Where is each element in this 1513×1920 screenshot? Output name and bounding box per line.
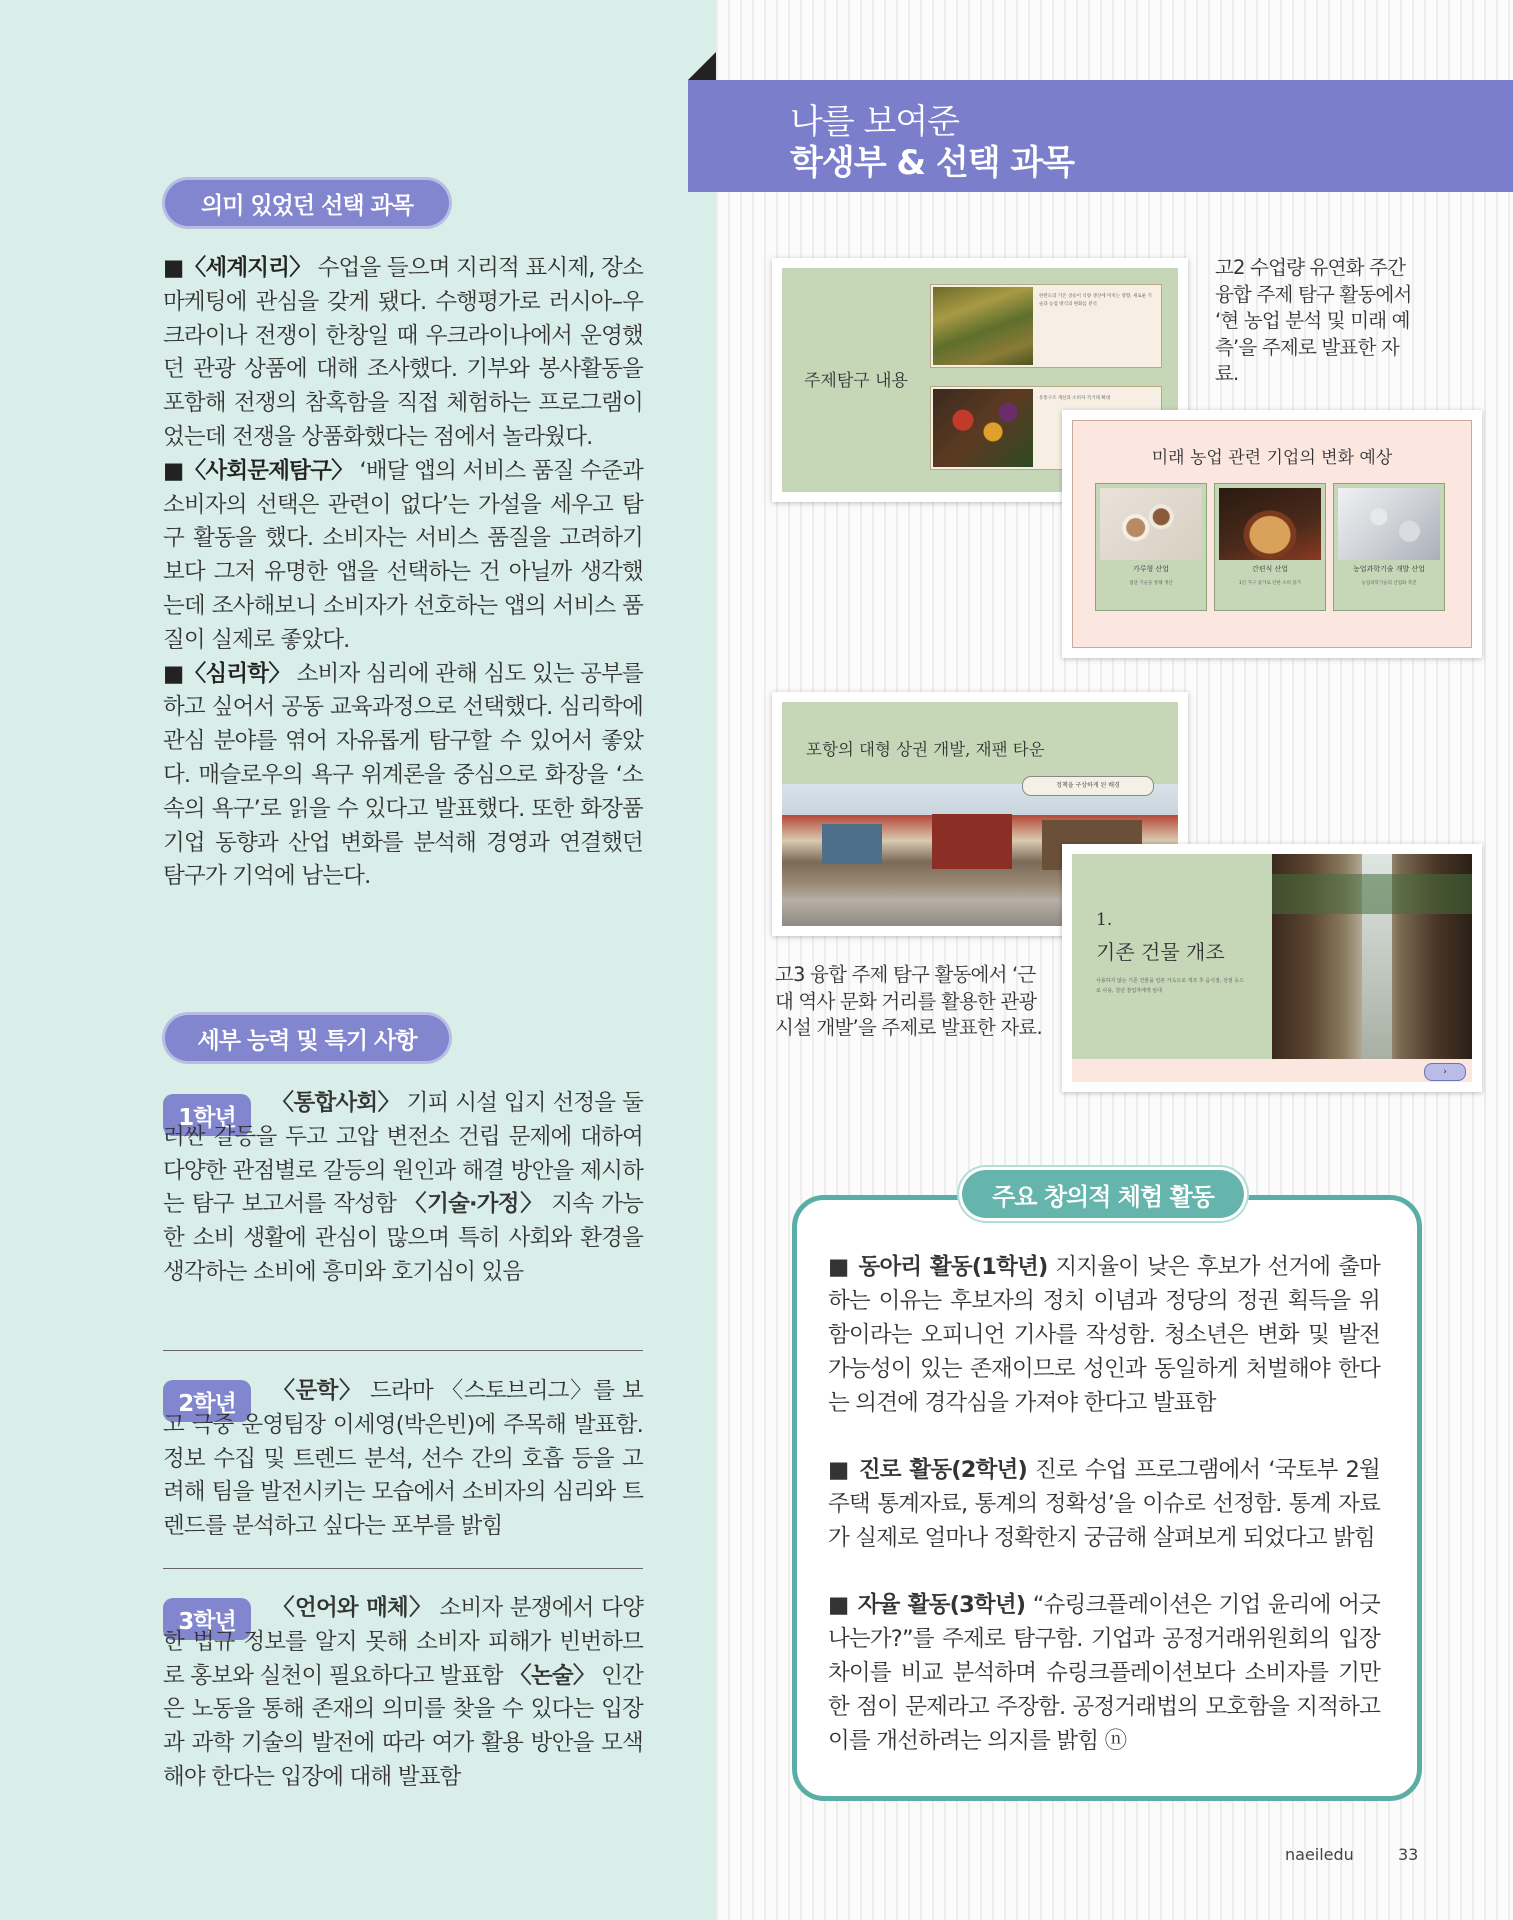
grade-badge-2: 2학년: [163, 1380, 251, 1422]
elective-paragraph: ■〈사회문제탐구〉 ‘배달 앱의 서비스 품질 수준과 소비자의 선택은 관련이 없다’는 가설을 세우고 탐구 활동을 했다. 소비자는 서비스 품질을 고려하기보다 그저 유명한 앱을 선택하는 건 아닐까 생각했는데 조사해보니 소비자가 선호하는 앱의 서비스 품질이 실제로 좋았다.: [163, 457, 643, 653]
grade-3-text: 〈언어와 매체〉 소비자 분쟁에서 다양한 법규 정보를 알지 못해 소비자 피해가 빈번하므로 홍보와 실천이 필요하다고 발표함 〈논술〉 인간은 노동을 통해 존재의 의미를 찾을 수 있다는 입장과 과학 기술의 발전에 따라 여가 활용 방안을 모색해야 한다는 입장에 대해 발표함: [163, 1595, 643, 1790]
header-title: 학생부 & 선택 과목: [790, 143, 1075, 183]
slide-card: 가루형 산업 첨단 기술을 통해 생산: [1095, 483, 1207, 611]
header-band: [688, 80, 1513, 192]
elective-paragraph: ■〈세계지리〉 수업을 들으며 지리적 표시제, 장소 마케팅에 관심을 갖게 됐다. 수행평가로 러시아–우크라이나 전쟁이 한창일 때 우크라이나에서 운영했던 관광 상품에 대해 조사했다. 기부와 봉사활동을 포함해 전쟁의 참혹함을 직접 체험하는 프로그램이었는데 전쟁을 상품화했다는 점에서 놀라웠다.: [163, 255, 643, 450]
slide-panel: 1. 기존 건물 개조 사용하지 않는 기존 건물을 일본 가옥으로 개조 후 음식점, 상점 등으로 사용, 청년 창업자에게 임대: [1072, 854, 1272, 1059]
slide-heading: 기존 건물 개조: [1096, 940, 1225, 964]
grade-1-text: 〈통합사회〉 기피 시설 입지 선정을 둘러싼 갈등을 두고 고압 변전소 건립 문제에 대하여 다양한 관점별로 갈등의 원인과 해결 방안을 제시하는 탐구 보고서를 작성함 〈기술·가정〉 지속 가능한 소비 생활에 관심이 많으며 특히 사회와 환경을 생각하는 소비에 흥미와 호기심이 있음: [163, 1090, 643, 1285]
elective-paragraph: ■〈심리학〉 소비자 심리에 관해 심도 있는 공부를 하고 싶어서 공동 교육과정으로 선택했다. 심리학에 관심 분야를 엮어 자유롭게 탐구할 수 있어서 좋았다. 매슬로우의 욕구 위계론을 중심으로 화장을 ‘소속의 욕구’로 읽을 수 있다고 발표했다. 또한 화장품 기업 동향과 산업 변화를 분석해 경영과 연결했던 탐구가 기억에 남는다.: [163, 660, 643, 890]
slide-note-text: 한반도의 기온 상승이 식량 생산에 미치는 영향, 새로운 기술과 농업 방식의 변화를 분석: [1039, 294, 1152, 307]
subject-label: 〈심리학〉: [183, 660, 291, 687]
section-title-electives: 의미 있었던 선택 과목: [165, 180, 449, 226]
slide-card: 간편식 산업 1인 가구 증가로 인한 소비 증가: [1214, 483, 1326, 611]
lab-photo: [1338, 488, 1440, 560]
activities-title: 주요 창의적 체험 활동: [962, 1170, 1244, 1218]
activity-autonomous: ■ 자율 활동(3학년) “슈링크플레이션은 기업 윤리에 어긋나는가?”를 주제로 탐구함. 기업과 공정거래위원회의 입장 차이를 비교 분석하며 슈링크플레이션보다 소비자를 기만한 점이 문제라고 주장함. 공정거래법의 모호함을 지적하고 이를 개선하려는 의지를 밝힘 ⓝ: [828, 1592, 1380, 1754]
slide-future-agri: [1062, 410, 1482, 658]
next-arrow-icon: ›: [1424, 1063, 1466, 1081]
powder-photo: [1100, 488, 1202, 560]
rice-photo: [933, 287, 1033, 365]
slide-heading: 포항의 대형 상권 개발, 재팬 타운: [806, 740, 1045, 759]
activity-career: ■ 진로 활동(2학년) 진로 수업 프로그램에서 ‘국토부 2월 주택 통계자료, 통계의 정확성’을 이슈로 선정함. 통계 자료가 실제로 얼마나 정확한지 궁금해 살펴보게 되었다고 밝힘: [828, 1457, 1380, 1551]
divider: [163, 1350, 643, 1351]
slide-note-card: [930, 284, 1162, 368]
subject-label: 〈세계지리〉: [183, 255, 312, 281]
slide-body: [1072, 420, 1472, 648]
header-subtitle: 나를 보여준: [790, 102, 960, 142]
end-mark-icon: ⓝ: [1104, 1728, 1127, 1754]
grade-badge-3: 3학년: [163, 1598, 251, 1640]
caption-grade2: 고2 수업량 유연화 주간 융합 주제 탐구 활동에서 ‘현 농업 분석 및 미래 예측’을 주제로 발표한 자료.: [1215, 256, 1412, 385]
slide-heading: 주제탐구 내용: [804, 371, 908, 391]
meal-photo: [1219, 488, 1321, 560]
slide-heading: 미래 농업 관련 기업의 변화 예상: [1151, 448, 1393, 468]
divider: [163, 1568, 643, 1569]
slide-tag: 정책을 구상하게 된 배경: [1022, 776, 1154, 796]
grade-badge-1: 1학년: [163, 1094, 251, 1136]
slide-body: [1072, 854, 1472, 1082]
caption-grade3: 고3 융합 주제 탐구 활동에서 ‘근대 역사 문화 거리를 활용한 관광 시설 개발’을 주제로 발표한 자료.: [775, 963, 1042, 1039]
subject-label: 〈사회문제탐구〉: [183, 457, 353, 484]
vegetables-photo: [933, 389, 1033, 467]
grade-2-text: 〈문학〉 드라마 〈스토브리그〉를 보고 극중 운영팀장 이세영(박은빈)에 주목해 발표함. 정보 수집 및 트렌드 분석, 선수 간의 호흡 등을 고려해 팀을 발전시키는 모습에서 소비자의 심리와 트렌드를 분석하고 싶다는 포부를 밝힘: [163, 1378, 643, 1540]
activity-club: ■ 동아리 활동(1학년) 지지율이 낮은 후보가 선거에 출마하는 이유는 후보자의 정치 이념과 정당의 정권 획득을 위함이라는 오피니언 기사를 작성함. 청소년은 변화 및 발전 가능성이 있는 존재이므로 성인과 동일하게 처벌해야 한다는 의견에 경각심을 가져야 한다고 발표함: [828, 1254, 1380, 1416]
slide-building-remodel: [1062, 844, 1482, 1092]
footer-brand: naeiledu: [1285, 1845, 1354, 1864]
corner-fold: [688, 52, 716, 80]
section-title-details: 세부 능력 및 특기 사항: [165, 1015, 449, 1061]
old-street-photo: [1272, 854, 1472, 1059]
slide-card: 농업과학기술 개발 산업 농업과학기술의 산업화 촉진: [1333, 483, 1445, 611]
electives-body: [163, 252, 643, 894]
page-number: 33: [1398, 1845, 1419, 1864]
slide-note-text: 유통구조 개선과 소비자 직거래 확대: [1039, 396, 1110, 401]
